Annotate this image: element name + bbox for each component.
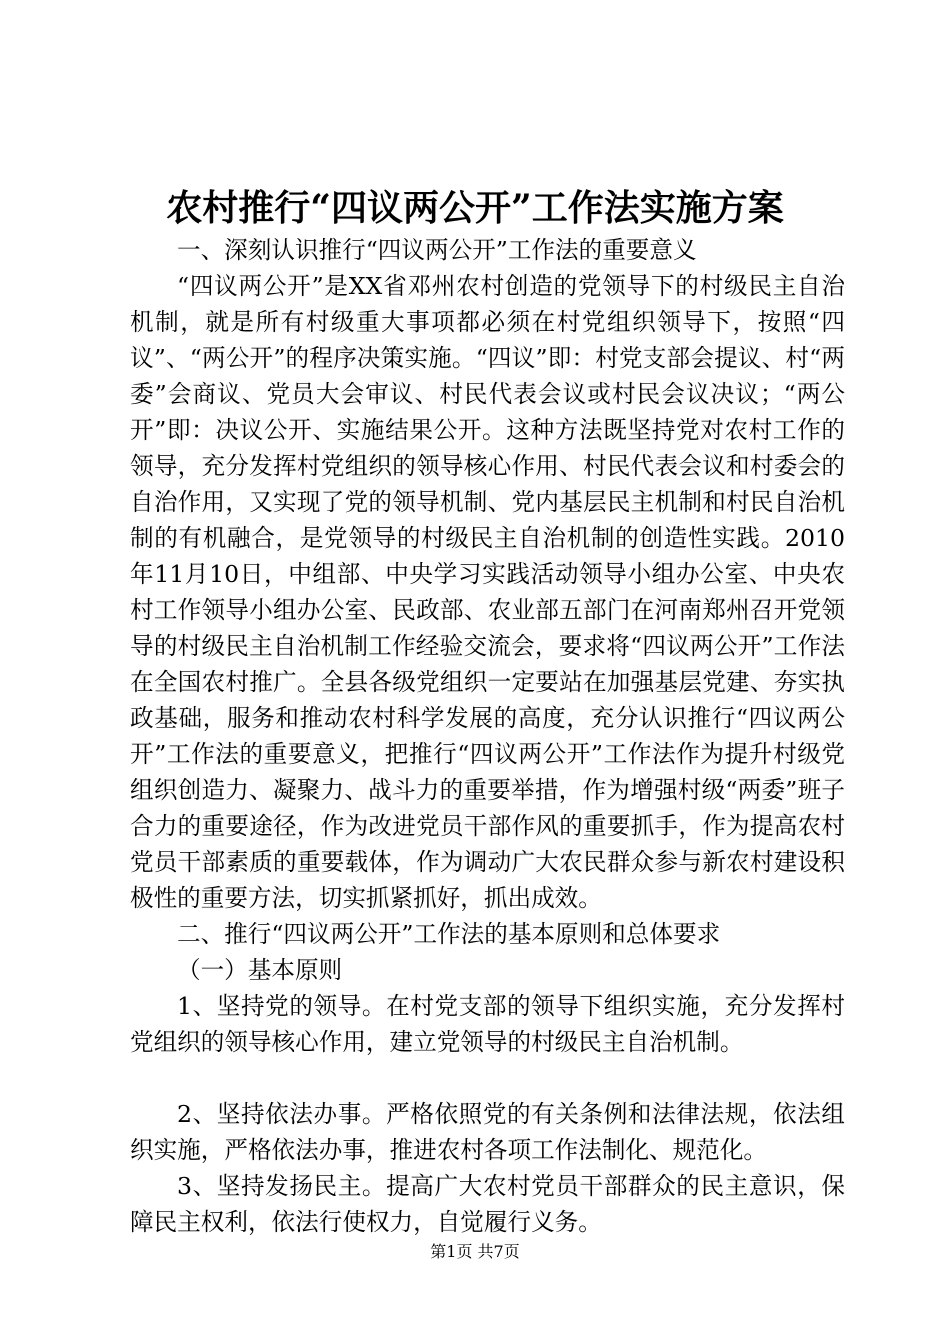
- page-number-footer: 第1页 共7页: [430, 1242, 520, 1261]
- section-heading-2: 二、推行“四议两公开”工作法的基本原则和总体要求: [177, 920, 721, 948]
- document-title: 农村推行“四议两公开”工作法实施方案: [166, 187, 784, 229]
- principle-item-1: 1、坚持党的领导。在村党支部的领导下组织实施，充分发挥村党组织的领导核心作用，建立党领导的村级民主自治机制。: [130, 992, 845, 1056]
- principle-item-3: 3、坚持发扬民主。提高广大农村党员干部群众的民主意识，保障民主权利，依法行使权力，自觉履行义务。: [130, 1172, 845, 1236]
- paragraph-spacer: [130, 1060, 845, 1096]
- subsection-heading-basic-principles: （一）基本原则: [177, 956, 343, 984]
- paragraph-significance: “四议两公开”是XX省邓州农村创造的党领导下的村级民主自治机制，就是所有村级重大事项都必须在村党组织领导下，按照“四议”、“两公开”的程序决策实施。“四议”即：村党支部会提议、村“两委”会商议、党员大会审议、村民代表会议或村民会议决议；“两公开”即：决议公开、实施结果公开。这种方法既坚持党对农村工作的领导，充分发挥村党组织的领导核心作用、村民代表会议和村委会的自治作用，又实现了党的领导机制、党内基层民主机制和村民自治机制的有机融合，是党领导的村级民主自治机制的创造性实践。2010年11月10日，中组部、中央学习实践活动领导小组办公室、中央农村工作领导小组办公室、民政部、农业部五部门在河南郑州召开党领导的村级民主自治机制工作经验交流会，要求将“四议两公开”工作法在全国农村推广。全县各级党组织一定要站在加强基层党建、夯实执政基础，服务和推动农村科学发展的高度，充分认识推行“四议两公开”工作法的重要意义，把推行“四议两公开”工作法作为提升村级党组织创造力、凝聚力、战斗力的重要举措，作为增强村级“两委”班子合力的重要途径，作为改进党员干部作风的重要抓手，作为提高农村党员干部素质的重要载体，作为调动广大农民群众参与新农村建设积极性的重要方法，切实抓紧抓好，抓出成效。: [130, 272, 845, 912]
- principle-item-2: 2、坚持依法办事。严格依照党的有关条例和法律法规，依法组织实施，严格依法办事，推进农村各项工作法制化、规范化。: [130, 1100, 845, 1164]
- section-heading-1: 一、深刻认识推行“四议两公开”工作法的重要意义: [177, 236, 697, 264]
- document-body: [130, 232, 845, 1240]
